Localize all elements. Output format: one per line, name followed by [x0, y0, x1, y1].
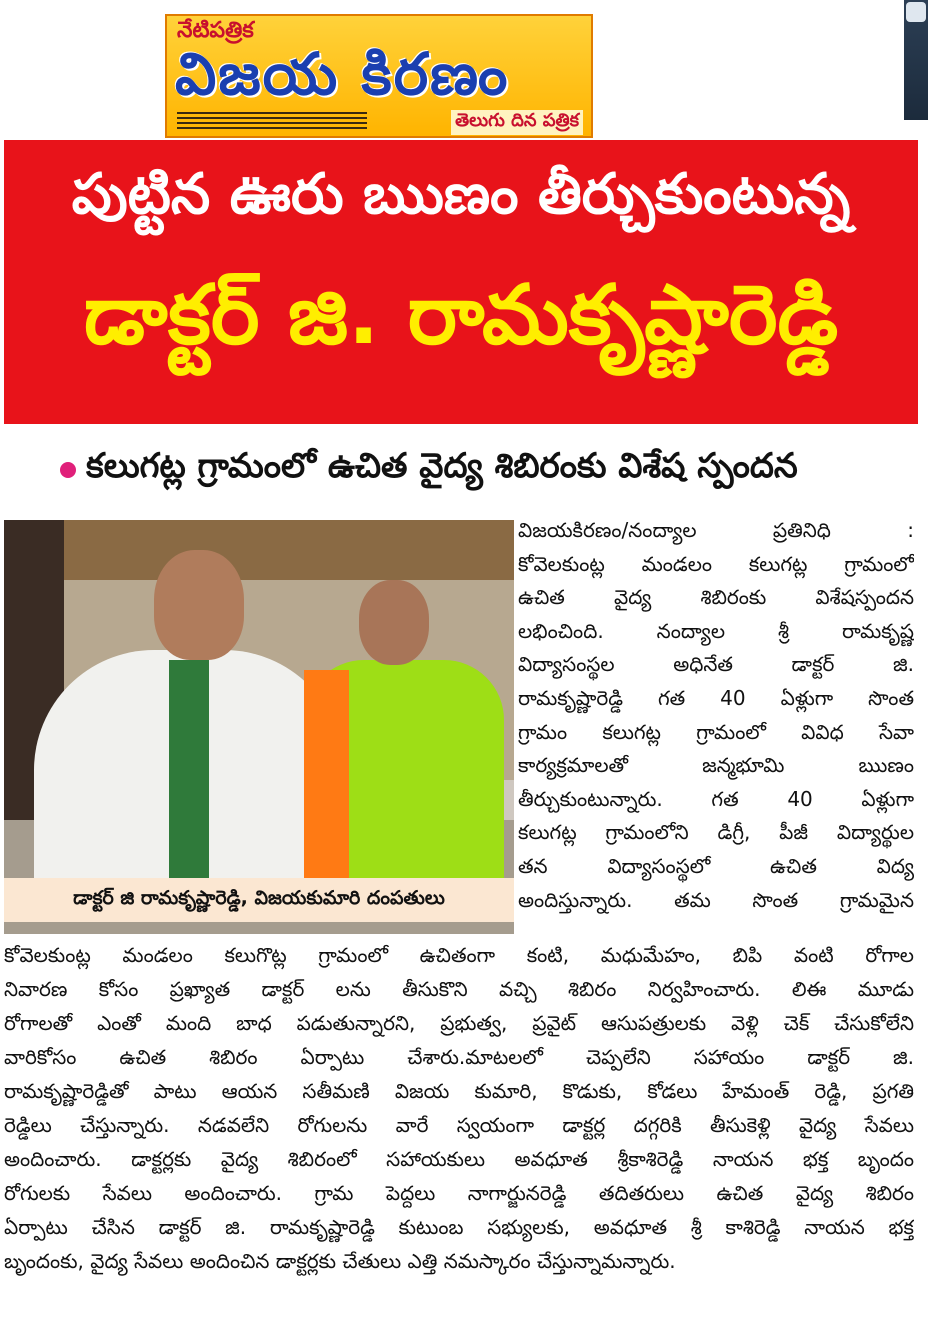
article-line: నివారణ కోసం ప్రఖ్యాత డాక్టర్ లను తీసుకొని వచ్చి శిబిరం నిర్వహించారు. లిఈ మూడు [4, 977, 914, 1001]
temple-ceiling [4, 520, 514, 580]
article-line: ఉచిత వైద్య శిబిరంకు విశేషస్పందన [518, 585, 914, 610]
article-line: కోవెలకుంట్ల మండలం కలుగట్ల గ్రామంలో [518, 551, 914, 576]
article-line: రెడ్డిలు చేస్తున్నారు. నడవలేని రోగులను వారే స్వయంగా డాక్టర్ల దగ్గరికి తీసుకెళ్లి వైద్య సేవలు [4, 1113, 914, 1137]
article-line: లభించింది. నంద్యాల శ్రీ రామకృష్ణ [518, 618, 914, 643]
masthead-title: విజయ కిరణం [175, 40, 510, 108]
article-line: విద్యాసంస్థల అధినేత డాక్టర్ జి. [518, 652, 914, 677]
article-line: తీర్చుకుంటున్నారు. గత 40 ఏళ్లుగా [518, 786, 914, 811]
man-scarf [169, 660, 209, 890]
article-line: కోవెలకుంట్ల మండలం కలుగొట్ల గ్రామంలో ఉచితంగా కంటి, మధుమేహం, బిపి వంటి రోగాల [4, 943, 914, 967]
headline-line-2: డాక్టర్ జి. రామకృష్ణారెడ్డి [83, 268, 839, 363]
woman-head [359, 580, 429, 665]
masthead-logo [165, 14, 593, 138]
article-line: కార్యక్రమాలతో జన్మభూమి ఋణం [518, 753, 914, 778]
headline-line-1: పుట్టిన ఊరు ఋణం తీర్చుకుంటున్న [71, 162, 851, 227]
article-line: బృందంకు, వైద్య సేవలు అందించిన డాక్టర్లకు చేతులు ఎత్తి నమస్కారం చేస్తున్నామన్నారు. [4, 1249, 676, 1273]
masthead-stripes [177, 112, 367, 130]
app-icon [906, 2, 926, 22]
article-photo [4, 520, 514, 934]
article-line: కలుగట్ల గ్రామంలోని డిగ్రీ, పీజీ విద్యార్థుల [518, 820, 914, 845]
bullet-icon [60, 462, 76, 478]
article-line: రోగాలతో ఎంతో మంది బాధ పడుతున్నారని, ప్రభుత్వ, ప్రవైట్ ఆసుపత్రులకు వెళ్లి చెక్ చేసుకోలేని [4, 1011, 914, 1035]
article-line: గ్రామం కలుగట్ల గ్రామంలో వివిధ సేవా [518, 719, 914, 744]
article-line: రామకృష్ణారెడ్డి గత 40 ఏళ్లుగా సొంత [518, 685, 914, 710]
man-head [154, 550, 244, 660]
article-line: తన విద్యాసంస్థలో ఉచిత విద్య [518, 853, 914, 878]
woman-saree [304, 670, 349, 900]
headline-banner [4, 140, 918, 424]
article-line: ఏర్పాటు చేసిన డాక్టర్ జి. రామకృష్ణారెడ్డి కుటుంబ సభ్యులకు, అవధూత శ్రీ కాశిరెడ్డి నాయన భక్త [4, 1215, 914, 1239]
sub-headline [60, 446, 880, 494]
window-edge [904, 0, 928, 120]
article-line: వారికోసం ఉచిత శిబిరం ఏర్పాటు చేశారు.మాటలలో చెప్పలేని సహాయం డాక్టర్ జి. [4, 1045, 914, 1069]
sub-headline-text: కలుగట్ల గ్రామంలో ఉచిత వైద్య శిబిరంకు విశేష స్పందన [86, 446, 798, 486]
masthead-subtitle: తెలుగు దిన పత్రిక [451, 110, 583, 135]
article-column-text [518, 514, 914, 917]
masthead-tagline: నేటిపత్రిక [177, 18, 254, 43]
article-line: విజయకిరణం/నంద్యాల ప్రతినిధి : [518, 518, 914, 542]
article-line: రోగులకు సేవలు అందించారు. గ్రామ పెద్దలు నాగార్జునరెడ్డి తదితరులు ఉచిత వైద్య శిబిరం [4, 1181, 914, 1205]
article-body-text [4, 938, 914, 1278]
article-line: అందించారు. డాక్టర్లకు వైద్య శిబిరంలో సహాయకులు అవధూత శ్రీకాశిరెడ్డి నాయన భక్త బృందం [4, 1147, 914, 1171]
photo-caption: డాక్టర్ జి రామకృష్ణారెడ్డి, విజయకుమారి దంపతులు [4, 878, 514, 922]
article-line: అందిస్తున్నారు. తమ సొంత గ్రామమైన [518, 887, 914, 912]
article-line: రామకృష్ణారెడ్డితో పాటు ఆయన సతీమణి విజయ కుమారి, కొడుకు, కోడలు హేమంత్ రెడ్డి, ప్రగతి [4, 1079, 914, 1103]
